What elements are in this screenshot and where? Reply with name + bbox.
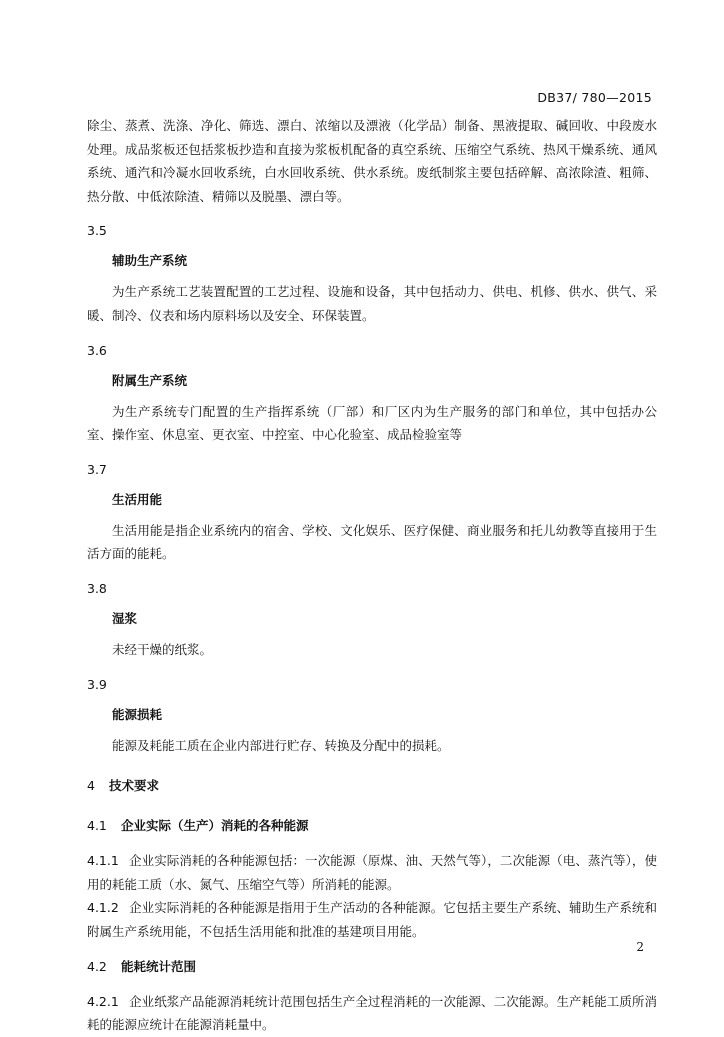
section-heading-4 <box>87 775 657 797</box>
section-heading-4-2 <box>87 956 657 978</box>
section-heading-4-1 <box>87 815 657 837</box>
term-title-3-5: 辅助生产系统 <box>112 253 188 269</box>
clause-text: 企业纸浆产品能源消耗统计范围包括生产全过程消耗的一次能源、二次能源。生产耗能工质所消耗的能源应统计在能源消耗量中。 <box>87 993 657 1033</box>
term-definition-3-8: 未经干燥的纸浆。 <box>112 641 213 657</box>
clause-number: 4.1.2 <box>87 900 119 916</box>
term-title-3-7: 生活用能 <box>112 491 163 507</box>
page-number: 2 <box>636 940 644 954</box>
continuation-paragraph: 除尘、蒸煮、洗涤、净化、筛选、漂白、浓缩以及漂液（化学品）制备、黑液提取、碱回收、中段废水处理。成品浆板还包括浆板抄造和直接为浆板机配备的真空系统、压缩空气系统、热风干燥系统、通风系统、通汽和冷凝水回收系统，白水回收系统、供水系统。废纸制浆主要包括碎解、高浓除渣、粗筛、热分散、中低浓除渣、精筛以及脱墨、漂白等。 <box>87 118 657 204</box>
subsection-title: 能耗统计范围 <box>121 958 197 974</box>
term-definition-3-9: 能源及耗能工质在企业内部进行贮存、转换及分配中的损耗。 <box>112 737 450 753</box>
term-definition-3-7: 生活用能是指企业系统内的宿舍、学校、文化娱乐、医疗保健、商业服务和托儿幼教等直接用于生活方面的能耗。 <box>87 522 657 562</box>
term-number-3-6: 3.6 <box>87 342 107 358</box>
clause-4-1-1 <box>87 849 657 896</box>
clause-text: 企业实际消耗的各种能源是指用于生产活动的各种能源。它包括主要生产系统、辅助生产系统和附属生产系统用能，不包括生活用能和批准的基建项目用能。 <box>87 900 657 939</box>
standard-code: DB37/ 780—2015 <box>537 90 652 105</box>
clause-4-1-2 <box>87 896 657 943</box>
clause-number: 4.1.1 <box>87 853 119 869</box>
term-number-3-9: 3.9 <box>87 676 107 692</box>
term-title-3-9: 能源损耗 <box>112 706 163 722</box>
subsection-number: 4.1 <box>87 818 107 834</box>
term-number-3-5: 3.5 <box>87 223 107 239</box>
term-number-3-7: 3.7 <box>87 461 107 477</box>
subsection-number: 4.2 <box>87 958 107 974</box>
section-number: 4 <box>87 778 95 794</box>
subsection-title: 企业实际（生产）消耗的各种能源 <box>121 818 309 834</box>
clause-text: 企业实际消耗的各种能源包括：一次能源（原煤、油、天然气等），二次能源（电、蒸汽等），使用的耗能工质（水、氮气、压缩空气等）所消耗的能源。 <box>87 853 657 892</box>
term-number-3-8: 3.8 <box>87 580 107 596</box>
term-definition-3-5: 为生产系统工艺装置配置的工艺过程、设施和设备，其中包括动力、供电、机修、供水、供气、采暖、制冷、仪表和场内原料场以及安全、环保装置。 <box>87 284 657 323</box>
document-body <box>87 114 657 1037</box>
term-definition-3-6: 为生产系统专门配置的生产指挥系统（厂部）和厂区内为生产服务的部门和单位，其中包括办公室、操作室、休息室、更衣室、中控室、中心化验室、成品检验室等 <box>87 403 657 443</box>
section-title: 技术要求 <box>109 778 160 794</box>
term-title-3-6: 附属生产系统 <box>112 372 188 388</box>
clause-4-2-1 <box>87 990 657 1037</box>
term-title-3-8: 湿浆 <box>112 610 138 626</box>
clause-number: 4.2.1 <box>87 993 119 1009</box>
